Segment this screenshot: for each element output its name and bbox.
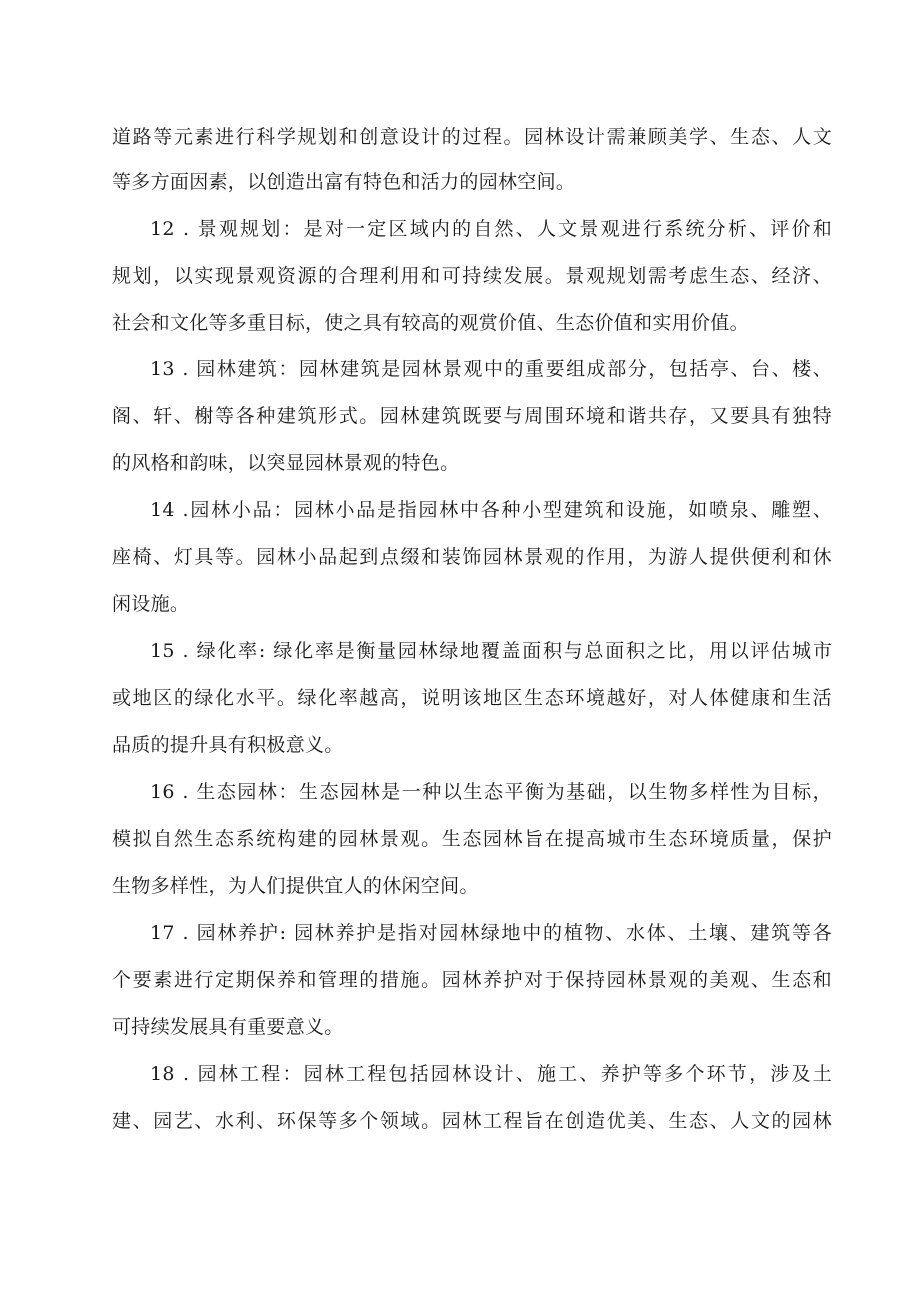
paragraph-line: 的风格和韵味，以突显园林景观的特色。 — [112, 452, 460, 474]
paragraph-line: 18 . 园林工程：园林工程包括园林设计、施工、养护等多个环节，涉及土 — [150, 1063, 832, 1085]
paragraph-line: 社会和文化等多重目标，使之具有较高的观赏价值、生态价值和实用价值。 — [112, 312, 749, 334]
paragraph-line: 建、园艺、水利、环保等多个领域。园林工程旨在创造优美、生态、人文的园林 — [112, 1110, 832, 1132]
paragraph-line: 16 . 生态园林：生态园林是一种以生态平衡为基础，以生物多样性为目标， — [150, 781, 832, 803]
paragraph-line: 个要素进行定期保养和管理的措施。园林养护对于保持园林景观的美观、生态和 — [112, 969, 832, 991]
paragraph-line: 14 .园林小品：园林小品是指园林中各种小型建筑和设施，如喷泉、雕塑、 — [150, 499, 832, 521]
paragraph-line: 13 . 园林建筑：园林建筑是园林景观中的重要组成部分，包括亭、台、楼、 — [150, 358, 832, 380]
paragraph-line: 12 . 景观规划：是对一定区域内的自然、人文景观进行系统分析、评价和 — [150, 218, 832, 240]
paragraph-line: 生物多样性，为人们提供宜人的休闲空间。 — [112, 875, 479, 897]
paragraph-line: 模拟自然生态系统构建的园林景观。生态园林旨在提高城市生态环境质量，保护 — [112, 828, 832, 850]
paragraph-line: 品质的提升具有积极意义。 — [112, 734, 344, 756]
paragraph-line: 可持续发展具有重要意义。 — [112, 1016, 344, 1038]
paragraph-line: 等多方面因素，以创造出富有特色和活力的园林空间。 — [112, 171, 576, 193]
paragraph-line: 座椅、灯具等。园林小品起到点缀和装饰园林景观的作用，为游人提供便利和休 — [112, 546, 832, 568]
paragraph-line: 或地区的绿化水平。绿化率越高，说明该地区生态环境越好，对人体健康和生活 — [112, 687, 832, 709]
paragraph-line: 闲设施。 — [112, 593, 190, 615]
paragraph-line: 17 . 园林养护: 园林养护是指对园林绿地中的植物、水体、土壤、建筑等各 — [150, 922, 832, 944]
paragraph-line: 规划，以实现景观资源的合理利用和可持续发展。景观规划需考虑生态、经济、 — [112, 265, 832, 287]
paragraph-line: 15 . 绿化率: 绿化率是衡量园林绿地覆盖面积与总面积之比，用以评估城市 — [150, 640, 832, 662]
paragraph-line: 阁、轩、榭等各种建筑形式。园林建筑既要与周围环境和谐共存，又要具有独特 — [112, 405, 832, 427]
paragraph-line: 道路等元素进行科学规划和创意设计的过程。园林设计需兼顾美学、生态、人文 — [112, 126, 832, 148]
